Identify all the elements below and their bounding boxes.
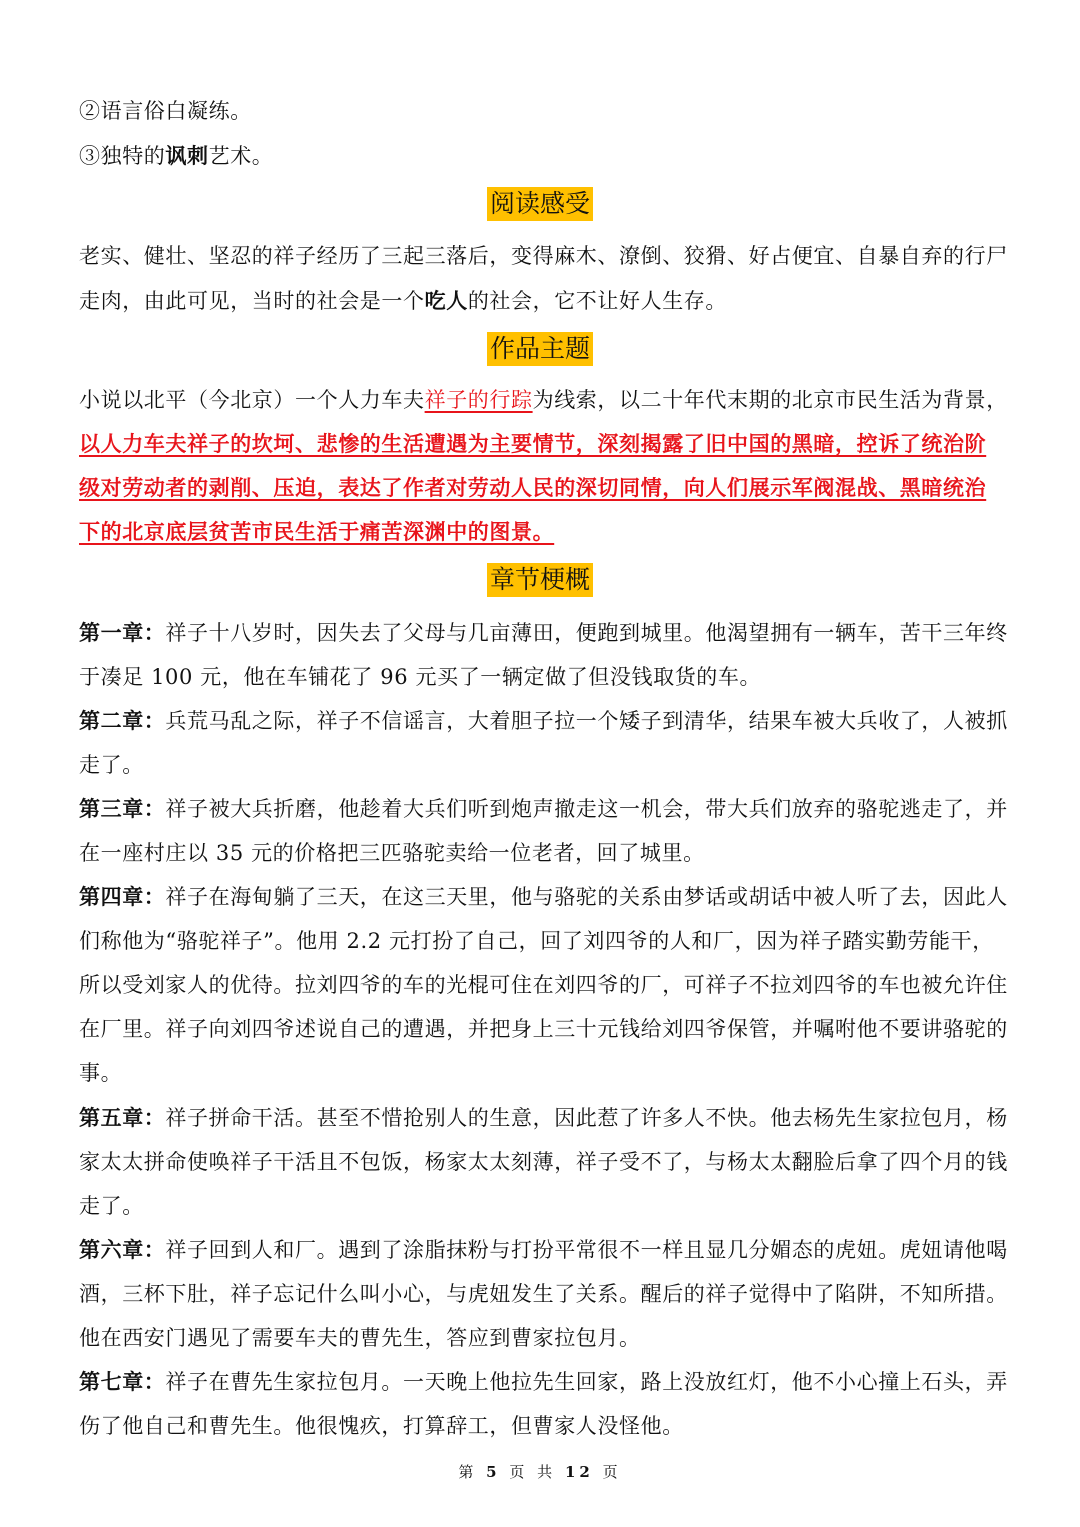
chapter-6-line: 他在西安门遇见了需要车夫的曹先生，答应到曹家拉包月。 [79, 1326, 641, 1350]
feature-item-3: ③独特的讽刺艺术。 [79, 143, 274, 168]
page-footer: 第 5 页 共 12 页 [458, 1463, 622, 1481]
chapter-3-line: 在一座村庄以 35 元的价格把三匹骆驼卖给一位老者，回了城里。 [79, 841, 705, 865]
feature-item-2: ②语言俗白凝练。 [79, 99, 252, 123]
chapter-5: 第五章：祥子拼命干活。甚至不惜抢别人的生意，因此惹了许多人不快。他去杨先生家拉包月，杨 [79, 1105, 1008, 1130]
chapter-4-line: 在厂里。祥子向刘四爷述说自己的遭遇，并把身上三十元钱给刘四爷保管，并嘱咐他不要讲骆驼的 [79, 1017, 1008, 1041]
chapter-5-line: 走了。 [79, 1194, 144, 1218]
chapter-1-line: 于凑足 100 元，他在车铺花了 96 元买了一辆定做了但没钱取货的车。 [79, 665, 762, 689]
theme-emphasis-line: 以人力车夫祥子的坎坷、悲惨的生活遭遇为主要情节，深刻揭露了旧中国的黑暗，控诉了统治阶 [79, 431, 987, 456]
chapter-6: 第六章：祥子回到人和厂。遇到了涂脂抹粉与打扮平常很不一样且显几分媚态的虎妞。虎妞请他喝 [79, 1237, 1008, 1262]
chapter-7: 第七章：祥子在曹先生家拉包月。一天晚上他拉先生回家，路上没放红灯，他不小心撞上石头，弄 [79, 1369, 1008, 1394]
theme-paragraph-line: 小说以北平（今北京）一个人力车夫祥子的行踪为线索，以二十年代末期的北京市民生活为背景， [79, 388, 1008, 412]
section-heading-theme: 作品主题 [0, 332, 1080, 366]
chapter-6-line: 酒，三杯下肚，祥子忘记什么叫小心，与虎妞发生了关系。醒后的祥子觉得中了陷阱，不知所措。 [79, 1282, 1008, 1306]
chapter-4-line: 所以受刘家人的优待。拉刘四爷的车的光棍可住在刘四爷的厂，可祥子不拉刘四爷的车也被允许住 [79, 973, 1008, 997]
chapter-4-line: 事。 [79, 1061, 123, 1085]
chapter-5-line: 家太太拼命使唤祥子干活且不包饭，杨家太太刻薄，祥子受不了，与杨太太翻脸后拿了四个月的钱 [79, 1150, 1008, 1174]
chapter-4-line: 们称他为“骆驼祥子”。他用 2.2 元打扮了自己，回了刘四爷的人和厂，因为祥子踏实勤劳能干， [79, 929, 994, 953]
chapter-2-line: 走了。 [79, 753, 144, 777]
chapter-2: 第二章：兵荒马乱之际，祥子不信谣言，大着胆子拉一个矮子到清华，结果车被大兵收了，人被抓 [79, 708, 1008, 733]
reading-paragraph-line: 老实、健壮、坚忍的祥子经历了三起三落后，变得麻木、潦倒、狡猾、好占便宜、自暴自弃的行尸 [79, 244, 1008, 268]
theme-emphasis-line: 级对劳动者的剥削、压迫，表达了作者对劳动人民的深切同情，向人们展示军阀混战、黑暗统治 [79, 475, 987, 500]
reading-paragraph-line: 走肉，由此可见，当时的社会是一个吃人的社会，它不让好人生存。 [79, 288, 728, 313]
chapter-4: 第四章：祥子在海甸躺了三天，在这三天里，他与骆驼的关系由梦话或胡话中被人听了去，因此人 [79, 884, 1008, 909]
page-total: 12 [564, 1463, 594, 1481]
page-number: 5 [486, 1463, 501, 1481]
chapter-1: 第一章：祥子十八岁时，因失去了父母与几亩薄田，便跑到城里。他渴望拥有一辆车，苦干三年终 [79, 620, 1008, 645]
theme-emphasis-line: 下的北京底层贫苦市民生活于痛苦深渊中的图景。 [79, 519, 555, 544]
section-heading-reading: 阅读感受 [0, 187, 1080, 221]
section-heading-chapters: 章节梗概 [0, 563, 1080, 597]
chapter-3: 第三章：祥子被大兵折磨，他趁着大兵们听到炮声撤走这一机会，带大兵们放弃的骆驼逃走了，并 [79, 796, 1008, 821]
chapter-7-line: 伤了他自己和曹先生。他很愧疚，打算辞工，但曹家人没怪他。 [79, 1414, 684, 1438]
